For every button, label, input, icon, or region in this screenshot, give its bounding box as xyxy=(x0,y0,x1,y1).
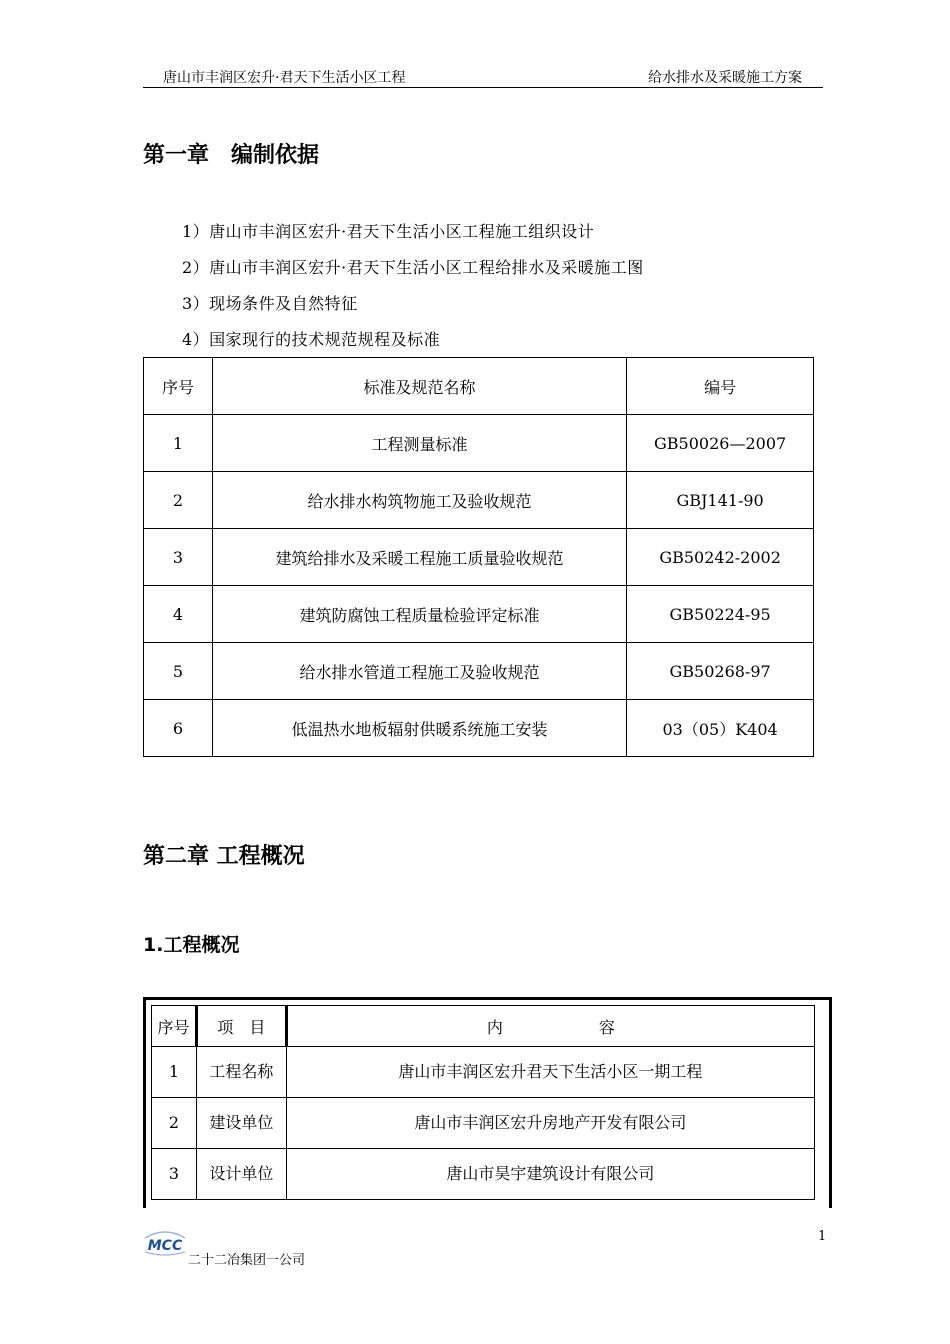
table-row xyxy=(152,1149,815,1200)
cell-item: 设计单位 xyxy=(196,1149,286,1200)
page-number: 1 xyxy=(818,1229,827,1244)
cell-code: GBJ141-90 xyxy=(627,472,814,529)
header-cell-name: 标准及规范名称 xyxy=(212,358,626,415)
cell-index: 2 xyxy=(144,472,213,529)
header-document-title: 给水排水及采暖施工方案 xyxy=(648,70,802,86)
company-name: 二十二冶集团一公司 xyxy=(188,1253,306,1268)
cell-code: GB50242-2002 xyxy=(627,529,814,586)
basis-item-1: 1）唐山市丰润区宏升·君天下生活小区工程施工组织设计 xyxy=(182,222,595,241)
header-cell-item: 项 目 xyxy=(196,1006,286,1047)
mcc-logo-icon xyxy=(143,1228,187,1258)
cell-name: 给水排水管道工程施工及验收规范 xyxy=(212,643,626,700)
cell-index: 2 xyxy=(152,1098,197,1149)
table-header-row xyxy=(152,1006,815,1047)
table-row xyxy=(144,415,814,472)
basis-item-2: 2）唐山市丰润区宏升·君天下生活小区工程给排水及采暖施工图 xyxy=(182,258,644,277)
header-divider xyxy=(143,87,823,88)
cell-index: 3 xyxy=(144,529,213,586)
table-row xyxy=(144,529,814,586)
section-title: 1.工程概况 xyxy=(143,934,240,956)
basis-item-4: 4）国家现行的技术规范规程及标准 xyxy=(182,330,441,349)
header-cell-index: 序号 xyxy=(152,1006,197,1047)
cell-index: 3 xyxy=(152,1149,197,1200)
cell-item: 建设单位 xyxy=(196,1098,286,1149)
cell-item: 工程名称 xyxy=(196,1047,286,1098)
table-row xyxy=(144,586,814,643)
header-cell-content: 内 容 xyxy=(286,1006,814,1047)
table-row xyxy=(152,1098,815,1149)
overview-table xyxy=(151,1005,815,1200)
cell-index: 5 xyxy=(144,643,213,700)
cell-code: GB50026—2007 xyxy=(627,415,814,472)
cell-index: 4 xyxy=(144,586,213,643)
basis-item-3: 3）现场条件及自然特征 xyxy=(182,294,358,313)
header-project-title: 唐山市丰润区宏升·君天下生活小区工程 xyxy=(163,70,406,86)
cell-code: GB50224-95 xyxy=(627,586,814,643)
table-row xyxy=(152,1047,815,1098)
logo-text: MCC xyxy=(147,1238,183,1254)
table-row xyxy=(144,700,814,757)
cell-name: 建筑给排水及采暖工程施工质量验收规范 xyxy=(212,529,626,586)
header-cell-code: 编号 xyxy=(627,358,814,415)
chapter1-title: 第一章 编制依据 xyxy=(143,143,320,168)
table-row xyxy=(144,643,814,700)
header-cell-index: 序号 xyxy=(144,358,213,415)
cell-index: 1 xyxy=(152,1047,197,1098)
table-header-row xyxy=(144,358,814,415)
chapter2-title: 第二章 工程概况 xyxy=(143,844,305,869)
cell-code: 03（05）K404 xyxy=(627,700,814,757)
cell-name: 建筑防腐蚀工程质量检验评定标准 xyxy=(212,586,626,643)
table-row xyxy=(144,472,814,529)
cell-content: 唐山市丰润区宏升房地产开发有限公司 xyxy=(286,1098,814,1149)
cell-name: 工程测量标准 xyxy=(212,415,626,472)
standards-table xyxy=(143,357,814,757)
cell-index: 6 xyxy=(144,700,213,757)
cell-content: 唐山市昊宇建筑设计有限公司 xyxy=(286,1149,814,1200)
cell-content: 唐山市丰润区宏升君天下生活小区一期工程 xyxy=(286,1047,814,1098)
cell-name: 给水排水构筑物施工及验收规范 xyxy=(212,472,626,529)
cell-code: GB50268-97 xyxy=(627,643,814,700)
cell-index: 1 xyxy=(144,415,213,472)
cell-name: 低温热水地板辐射供暖系统施工安装 xyxy=(212,700,626,757)
